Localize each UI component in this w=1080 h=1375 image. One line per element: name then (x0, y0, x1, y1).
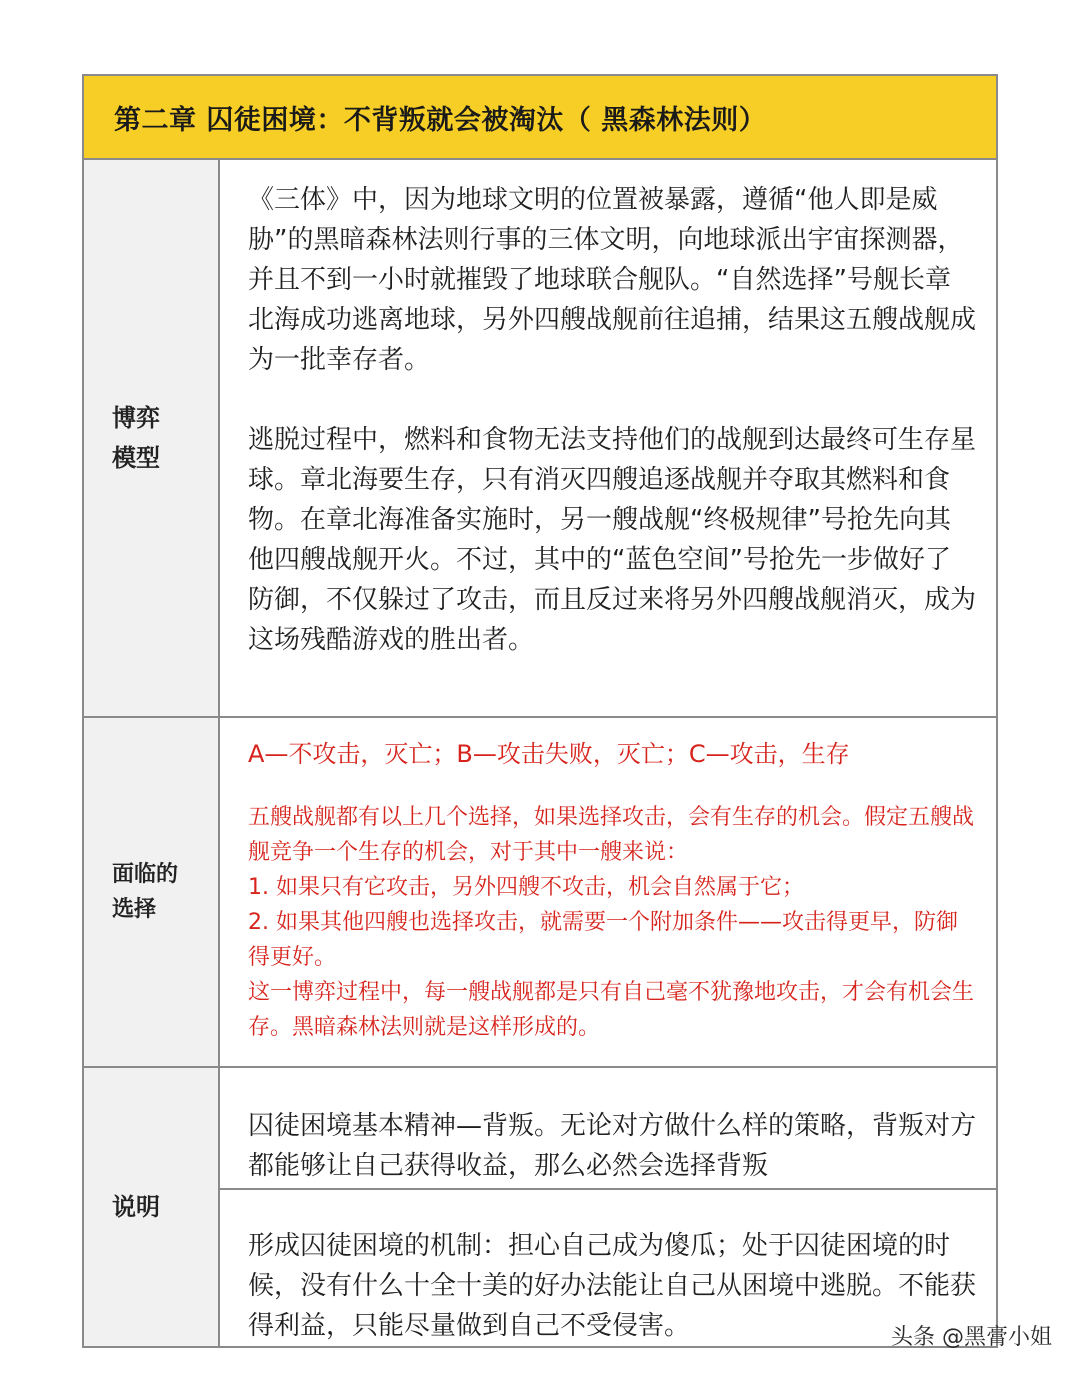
row-label-choices: 面临的 选择 (112, 862, 179, 922)
row-label-cell (84, 718, 220, 1066)
row-label-cell (84, 160, 220, 716)
watermark: 头条 @黑膏小姐 (891, 1325, 1052, 1350)
explanation-item-2 (220, 1206, 996, 1346)
row-content-game-model (220, 160, 996, 716)
story-paragraph: 《三体》中，因为地球文明的位置被暴露，遵循“他人即是威胁”的黑暗森林法则行事的三体文明，向地球派出宇宙探测器，并且不到一小时就摧毁了地球联合舰队。“自然选择”号舰长章北海成功逃离地球，另外四艘战舰前往追捕，结果这五艘战舰成为一批幸存者。 (248, 185, 977, 375)
choice-point-1: 1. 如果只有它攻击，另外四艘不攻击，机会自然属于它； (248, 875, 804, 900)
choice-explanation: 五艘战舰都有以上几个选择，如果选择攻击，会有生存的机会。假定五艘战舰竞争一个生存的机会，对于其中一艘来说： (248, 805, 975, 865)
explanation-item-1 (220, 1086, 996, 1186)
chapter-table (82, 74, 998, 1348)
chapter-header (84, 76, 996, 160)
explanation-text: 形成囚徒困境的机制：担心自己成为傻瓜；处于囚徒困境的时候，没有什么十全十美的好办法能让自己从困境中逃脱。不能获得利益，只能尽量做到自己不受侵害。 (248, 1231, 977, 1341)
row-choices (84, 718, 996, 1068)
row-game-model (84, 160, 996, 718)
row-label-cell (84, 1068, 220, 1346)
row-label-explanation: 说明 (112, 1193, 160, 1221)
explanation-divider (220, 1188, 996, 1190)
choice-options: A—不攻击，灭亡；B—攻击失败，灭亡；C—攻击，生存 (248, 740, 850, 768)
choice-conclusion: 这一博弈过程中，每一艘战舰都是只有自己毫不犹豫地攻击，才会有机会生存。黑暗森林法则就是这样形成的。 (248, 980, 975, 1040)
story-paragraph: 逃脱过程中，燃料和食物无法支持他们的战舰到达最终可生存星球。章北海要生存，只有消灭四艘追逐战舰并夺取其燃料和食物。在章北海准备实施时，另一艘战舰“终极规律”号抢先向其他四艘战舰开火。不过，其中的“蓝色空间”号抢先一步做好了防御，不仅躲过了攻击，而且反过来将另外四艘战舰消灭，成为这场残酷游戏的胜出者。 (248, 425, 977, 655)
chapter-title: 第二章 囚徒困境：不背叛就会被淘汰（ 黑森林法则） (114, 104, 767, 136)
explanation-text: 囚徒困境基本精神—背叛。无论对方做什么样的策略，背叛对方都能够让自己获得收益，那么必然会选择背叛 (248, 1111, 977, 1181)
row-content-choices (220, 718, 996, 1066)
choice-point-2: 2. 如果其他四艘也选择攻击，就需要一个附加条件——攻击得更早，防御得更好。 (248, 910, 958, 970)
row-label-game-model: 博弈 模型 (112, 404, 160, 472)
